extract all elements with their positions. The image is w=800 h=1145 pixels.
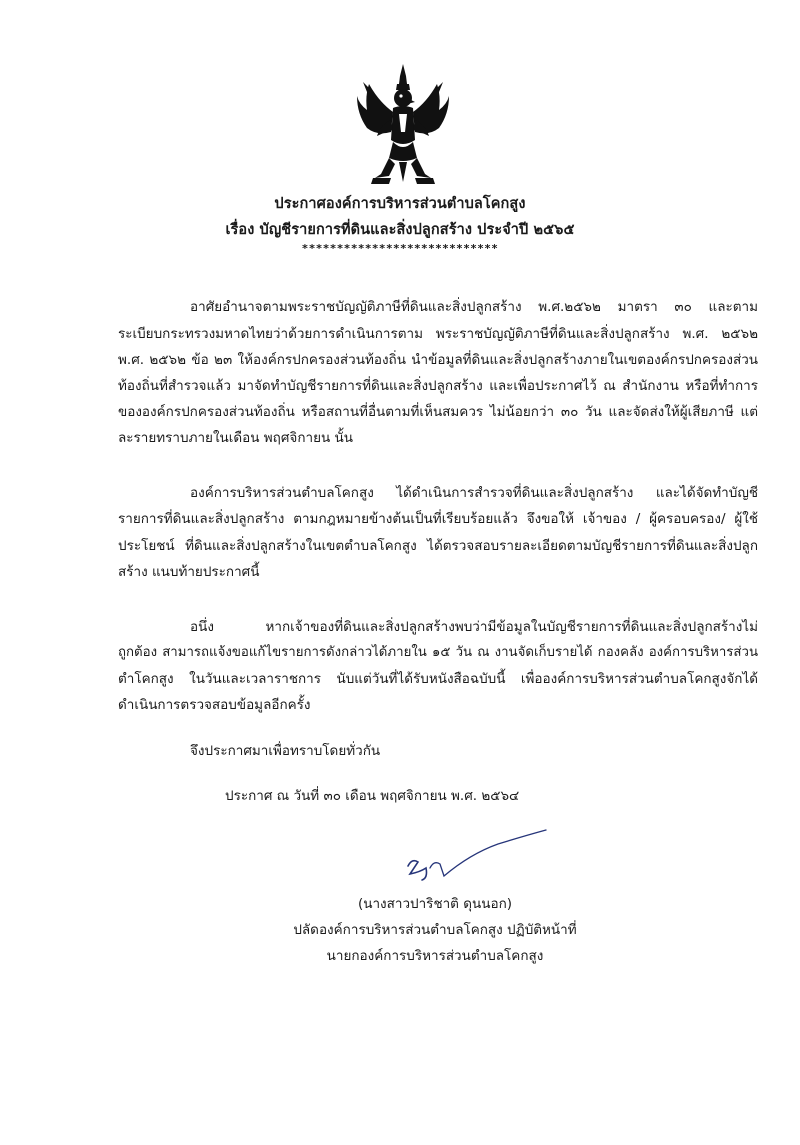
paragraph3-line: อนึ่ง หากเจ้าของที่ดินและสิ่งปลูกสร้างพบว่ามีข้อมูลในบัญชีรายการที่ดินและสิ่งปลูกสร้างไม่ <box>190 619 758 635</box>
paragraph2-line: ประโยชน์ ที่ดินและสิ่งปลูกสร้างในเขตตำบลโคกสูง ได้ตรวจสอบรายละเอียดตามบัญชีรายการที่ดินและสิ่งปลูก <box>118 538 758 554</box>
date-line: ประกาศ ณ วันที่ ๓๐ เดือน พฤศจิกายน พ.ศ. ๒๕๖๔ <box>225 788 520 804</box>
paragraph1-line: ขององค์กรปกครองส่วนท้องถิ่น หรือสถานที่อื่นตามที่เห็นสมควร ไม่น้อยกว่า ๓๐ วัน และจัดส่งให้ผู้เสียภาษี แต่ <box>118 404 758 420</box>
paragraph3-line: ตำโคกสูง ในวันและเวลาราชการ นับแต่วันที่ได้รับหนังสือฉบับนี้ เพื่อองค์การบริหารส่วนตำบลโคกสูงจักได้ <box>118 671 758 687</box>
paragraph2-line: รายการที่ดินและสิ่งปลูกสร้าง ตามกฎหมายข้างต้นเป็นที่เรียบร้อยแล้ว จึงขอให้ เจ้าของ / ผู้ครอบครอง/ ผู้ใช้ <box>118 511 758 527</box>
paragraph1-line: ระเบียบกระทรวงมหาดไทยว่าด้วยการดำเนินการตาม พระราชบัญญัติภาษีที่ดินและสิ่งปลูกสร้าง พ.ศ. ๒๕๖๒ <box>118 326 758 342</box>
handwritten-signature <box>400 828 550 888</box>
title-separator: **************************** <box>301 242 499 255</box>
paragraph2-line: องค์การบริหารส่วนตำบลโคกสูง ได้ดำเนินการสำรวจที่ดินและสิ่งปลูกสร้าง และได้จัดทำบัญชี <box>190 485 758 501</box>
garuda-emblem-icon <box>355 62 451 188</box>
signatory-name: (นางสาวปาริชาติ ดุนนอก) <box>357 896 513 912</box>
paragraph1-line: อาศัยอำนาจตามพระราชบัญญัติภาษีที่ดินและสิ่งปลูกสร้าง พ.ศ.๒๕๖๒ มาตรา ๓๐ และตาม <box>190 299 758 315</box>
document-title: ประกาศองค์การบริหารส่วนตำบลโคกสูง <box>274 196 526 212</box>
signatory-position: ปลัดองค์การบริหารส่วนตำบลโคกสูง ปฏิบัติหน้าที่ <box>293 922 577 938</box>
paragraph3-line: ดำเนินการตรวจสอบข้อมูลอีกครั้ง <box>118 697 311 713</box>
paragraph2-line: สร้าง แนบท้ายประกาศนี้ <box>118 564 260 580</box>
signatory-position: นายกองค์การบริหารส่วนตำบลโคกสูง <box>326 948 544 964</box>
paragraph1-line: พ.ศ. ๒๕๖๒ ข้อ ๒๓ ให้องค์กรปกครองส่วนท้องถิ่น นำข้อมูลที่ดินและสิ่งปลูกสร้างภายในเขตองค์กรปกครองส่วน <box>118 352 758 368</box>
paragraph1-line: ละรายทราบภายในเดือน พฤศจิกายน นั้น <box>118 430 353 446</box>
paragraph3-line: ถูกต้อง สามารถแจ้งขอแก้ไขรายการดังกล่าวได้ภายใน ๑๕ วัน ณ งานจัดเก็บรายได้ กองคลัง องค์การบริหารส่วน <box>118 645 758 660</box>
document-subject: เรื่อง บัญชีรายการที่ดินและสิ่งปลูกสร้าง ประจำปี ๒๕๖๕ <box>225 222 575 238</box>
paragraph1-line: ท้องถิ่นที่สำรวจแล้ว มาจัดทำบัญชีรายการที่ดินและสิ่งปลูกสร้าง และเพื่อประกาศไว้ ณ สำนักงาน หรือที่ทำการ <box>118 378 758 394</box>
announcement-line: จึงประกาศมาเพื่อทราบโดยทั่วกัน <box>190 743 381 759</box>
